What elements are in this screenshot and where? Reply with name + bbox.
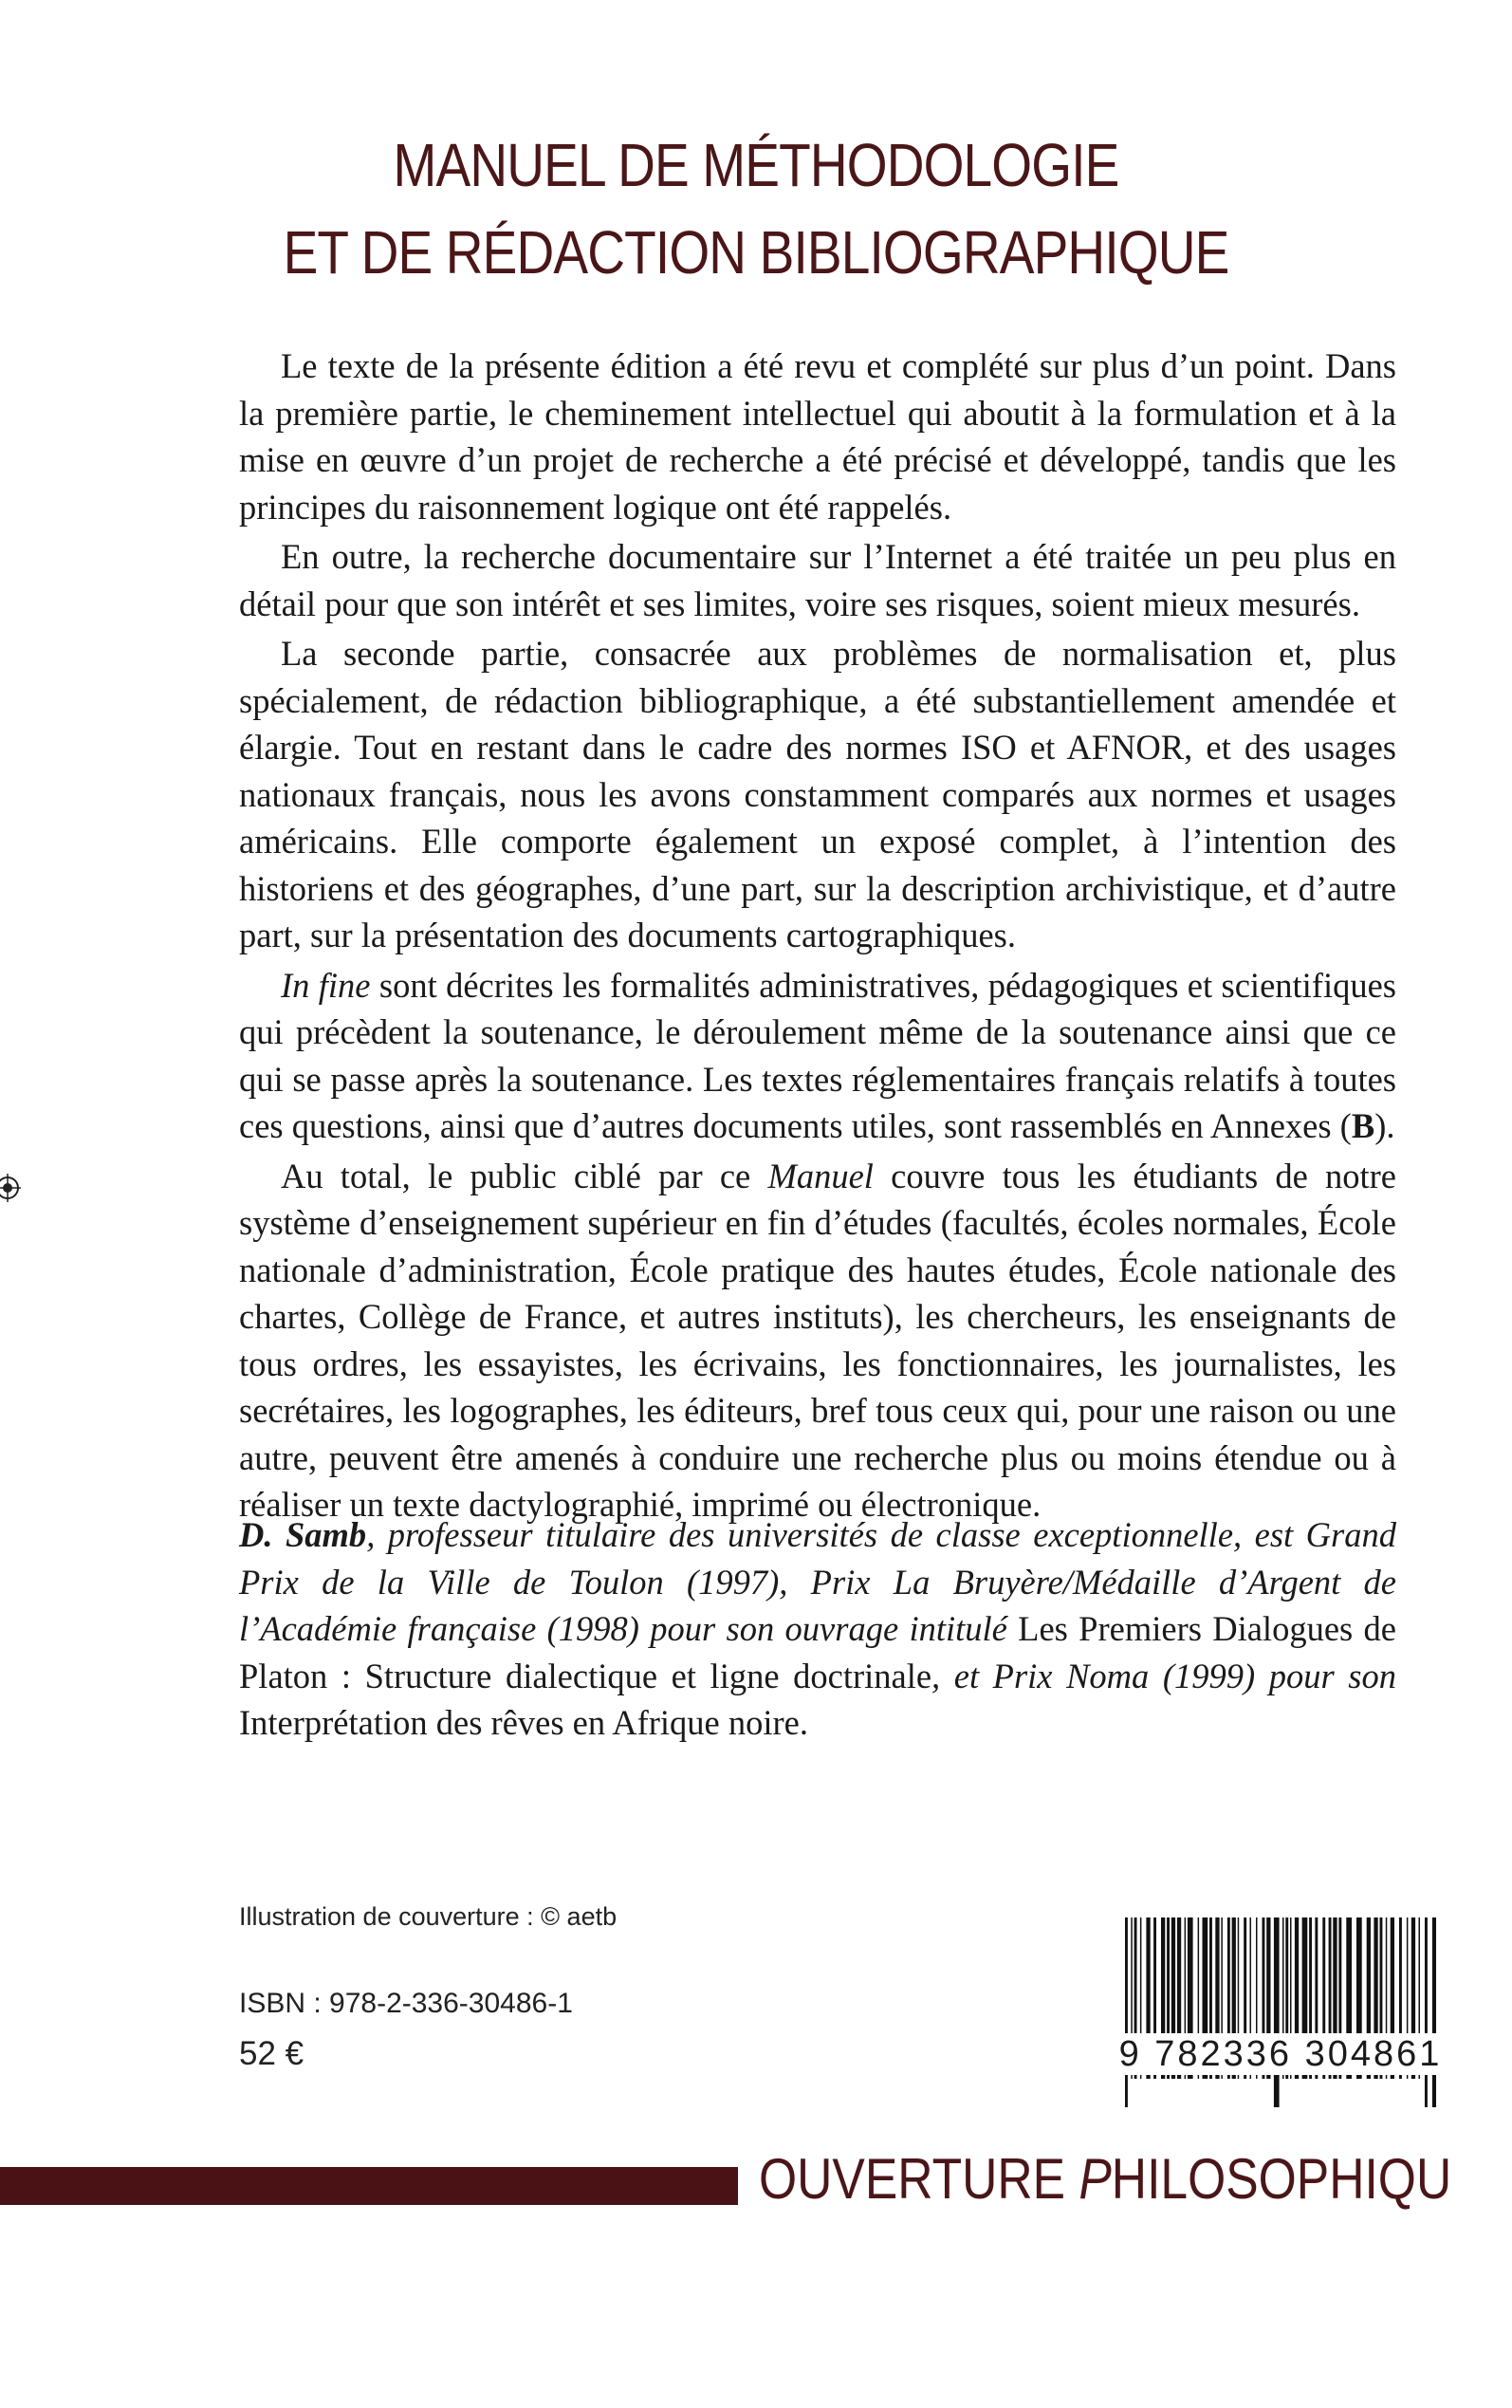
author-work-1: Les Premiers Dialogues de Platon : Structure dialectique et ligne doctrinale xyxy=(239,1609,1396,1695)
author-bio-part-1: , professeur titulaire des universités de classe exceptionnelle, est Grand Prix de la Ville de Toulon (1997), Prix La Bruyère/Médaille d’Argent de l’Académie française (1998) pour son ouvrage intitulé xyxy=(239,1515,1397,1648)
book-title-line-2: ET DE RÉDACTION BIBLIOGRAPHIQUE xyxy=(283,218,1229,287)
blurb-paragraph-1: Le texte de la présente édition a été revu et complété sur plus d’un point. Dans la première partie, le cheminement intellectuel qui aboutit à la formulation et à la mise en œuvre d’un projet de recherche a été précisé et développé, tandis que les principes du raisonnement logique ont été rappelés. xyxy=(239,346,1396,527)
barcode-bar xyxy=(1125,1917,1128,2107)
cover-credit: Illustration de couverture : © aetb xyxy=(239,1902,618,1931)
blurb-paragraph-5-start: Au total, le public ciblé par ce xyxy=(281,1156,768,1195)
blurb-paragraph-4-text: sont décrites les formalités administratives, pédagogiques et scientifiques qui précèdent la soutenance, le déroulement même de la soutenance ainsi que ce qui se passe après la soutenance. Les textes réglementaires français relatifs à toutes ces questions, ainsi que d’autres documents utiles, sont rassemblés en Annexes ( xyxy=(239,965,1397,1145)
manuel-italic: Manuel xyxy=(767,1156,874,1195)
barcode-bars xyxy=(1123,1917,1436,2107)
series-name-part-1: OUVERTURE xyxy=(759,2147,1079,2211)
author-bio-part-2: , et Prix Noma (1999) pour son xyxy=(931,1656,1396,1695)
barcode-digits: 9 782336 304861 xyxy=(1113,2033,1448,2075)
author-name: D. Samb xyxy=(239,1515,367,1554)
blurb-paragraph-4 xyxy=(239,962,1396,1150)
price: 52 € xyxy=(239,2035,304,2072)
author-bio xyxy=(239,1511,1396,1747)
book-title-line-1: MANUEL DE MÉTHODOLOGIE xyxy=(393,131,1119,199)
registration-mark-icon xyxy=(0,1169,28,1207)
series-name-italic: P xyxy=(1079,2147,1112,2211)
barcode-bar xyxy=(1425,1917,1428,2107)
series-bar xyxy=(0,2167,738,2205)
blurb xyxy=(239,343,1396,1528)
barcode-bar xyxy=(1432,1917,1436,2107)
isbn: ISBN : 978-2-336-30486-1 xyxy=(239,1988,573,2019)
blurb-paragraph-5 xyxy=(239,1153,1396,1528)
author-work-2: Interprétation des rêves en Afrique noire. xyxy=(239,1703,808,1742)
author-bio-paragraph xyxy=(239,1511,1396,1747)
book-title xyxy=(106,121,1407,296)
blurb-paragraph-4-end: ). xyxy=(1374,1106,1395,1145)
barcode-bar xyxy=(1274,1917,1280,2107)
blurb-paragraph-2: En outre, la recherche documentaire sur l’Internet a été traitée un peu plus en détail pour que son intérêt et ses limites, voire ses risques, soient mieux mesurés. xyxy=(239,537,1396,623)
blurb-paragraph-3: La seconde partie, consacrée aux problèmes de normalisation et, plus spécialement, de rédaction bibliographique, a été substantiellement amendée et élargie. Tout en restant dans le cadre des normes ISO et AFNOR, et des usages nationaux français, nous les avons constamment comparés aux normes et usages américains. Elle comporte également un exposé complet, à l’intention des historiens et des géographes, d’une part, sur la description archivistique, et d’autre part, sur la présentation des documents cartographiques. xyxy=(239,634,1396,954)
blurb-paragraph-5-text: couvre tous les étudiants de notre système d’enseignement supérieur en fin d’études (facultés, écoles normales, École nationale d’administration, École pratique des hautes études, École nationale des chartes, Collège de France, et autres instituts), les chercheurs, les enseignants de tous ordres, les essayistes, les écrivains, les fonctionnaires, les journalistes, les secrétaires, les logographes, les éditeurs, bref tous ceux qui, pour une raison ou une autre, peuvent être amenés à conduire une recherche plus ou moins étendue ou à réaliser un texte dactylographié, imprimé ou électronique. xyxy=(239,1156,1397,1524)
in-fine-italic: In fine xyxy=(281,965,371,1005)
annex-ref-bold: B xyxy=(1351,1106,1375,1145)
series-name xyxy=(759,2146,1451,2212)
series-name-part-2: HILOSOPHIQU xyxy=(1111,2147,1452,2211)
barcode xyxy=(1123,1917,1436,2107)
